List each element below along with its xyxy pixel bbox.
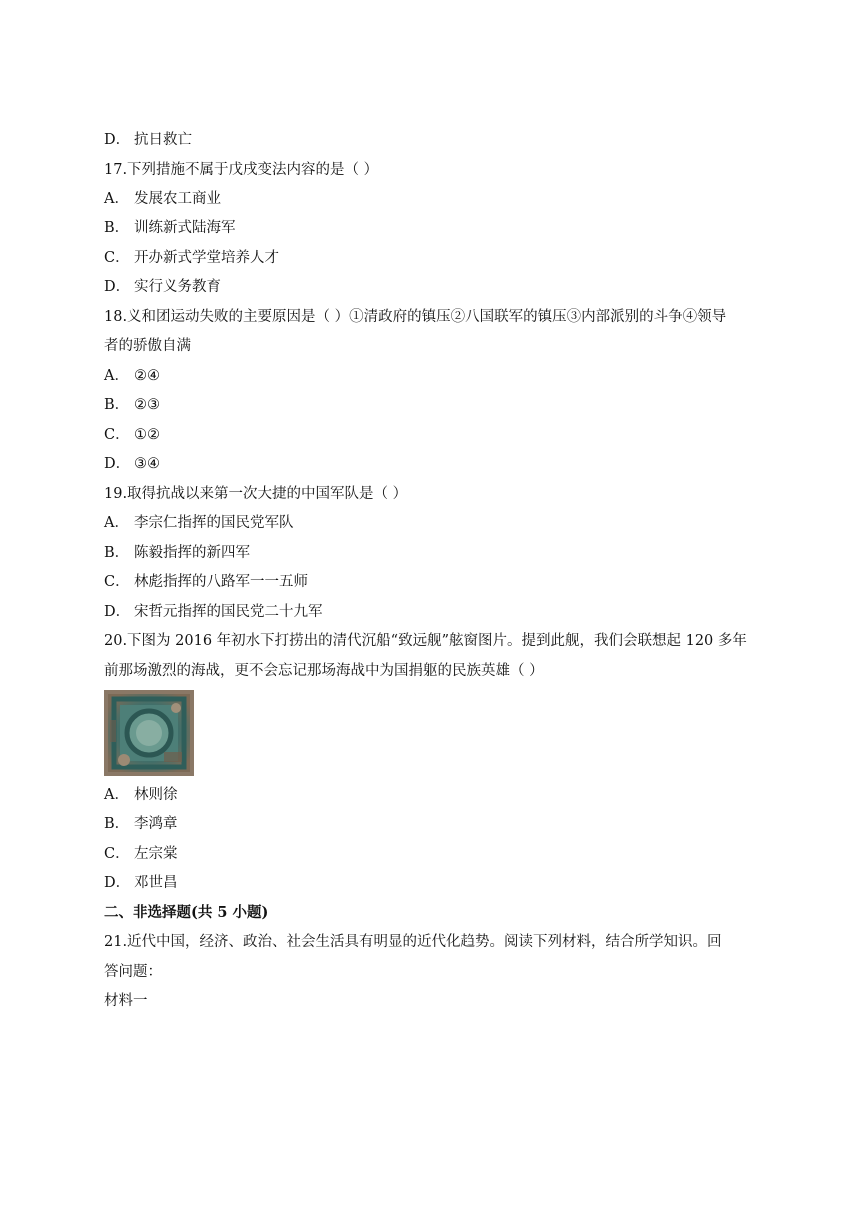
option-text: 李鸿章 <box>134 816 178 832</box>
option-letter: D． <box>104 875 131 891</box>
option-text: 抗日救亡 <box>134 132 192 148</box>
q18-stem-line1: 18.义和团运动失败的主要原因是（ ）①清政府的镇压②八国联军的镇压③内部派别的斗争④领导 <box>104 309 727 325</box>
section-heading: 二、非选择题(共 5 小题) <box>104 904 269 921</box>
option-letter: C． <box>104 846 130 862</box>
option-letter: D． <box>104 604 131 620</box>
option-text: 林则徐 <box>134 787 178 803</box>
option-text: 李宗仁指挥的国民党军队 <box>134 515 294 531</box>
q17-stem: 17.下列措施不属于戊戌变法内容的是（ ） <box>104 162 379 178</box>
option-letter: C． <box>104 250 130 266</box>
option-text: 宋哲元指挥的国民党二十九军 <box>134 604 323 620</box>
q21-stem-line1: 21.近代中国，经济、政治、社会生活具有明显的近代化趋势。阅读下列材料，结合所学知识。回 <box>104 934 722 950</box>
porthole-photo <box>104 690 194 776</box>
option-letter: C． <box>104 427 130 443</box>
q17-option-d <box>104 277 221 297</box>
option-text: 发展农工商业 <box>134 191 221 207</box>
option-letter: B． <box>104 816 130 832</box>
q21-material-label: 材料一 <box>104 993 148 1009</box>
q18-option-b <box>104 395 160 415</box>
option-letter: D． <box>104 132 131 148</box>
option-text: 实行义务教育 <box>134 279 221 295</box>
option-text: ①② <box>134 427 160 443</box>
option-letter: C． <box>104 574 130 590</box>
q17-option-c <box>104 248 279 268</box>
q19-option-d <box>104 602 323 622</box>
q20-option-d <box>104 873 178 893</box>
option-letter: D． <box>104 279 131 295</box>
option-text: ③④ <box>134 456 160 472</box>
option-text: 陈毅指挥的新四军 <box>134 545 250 561</box>
q20-option-c <box>104 844 178 864</box>
option-text: 邓世昌 <box>134 875 178 891</box>
q20-option-a <box>104 785 178 805</box>
q18-option-c <box>104 425 160 445</box>
q20-stem-line1: 20.下图为 2016 年初水下打捞出的清代沉船“致远舰”舷窗图片。提到此舰，我们会联想起 120 多年 <box>104 633 747 649</box>
q18-stem-line2: 者的骄傲自满 <box>104 338 191 354</box>
option-letter: D． <box>104 456 131 472</box>
option-letter: A． <box>104 515 129 531</box>
q19-option-c <box>104 572 308 592</box>
option-letter: B． <box>104 220 130 236</box>
option-letter: B． <box>104 397 130 413</box>
q21-stem-line2: 答问题： <box>104 964 162 980</box>
q18-option-a <box>104 366 160 386</box>
option-text: ②③ <box>134 397 160 413</box>
option-text: 开办新式学堂培养人才 <box>134 250 279 266</box>
q17-option-b <box>104 218 236 238</box>
q18-option-d <box>104 454 160 474</box>
option-letter: A． <box>104 191 129 207</box>
q19-option-b <box>104 543 250 563</box>
q20-stem-line2: 前那场激烈的海战，更不会忘记那场海战中为国捐躯的民族英雄（ ） <box>104 663 544 679</box>
option-text: 左宗棠 <box>134 846 178 862</box>
q19-stem: 19.取得抗战以来第一次大捷的中国军队是（ ） <box>104 486 408 502</box>
option-letter: A． <box>104 368 129 384</box>
option-letter: B． <box>104 545 130 561</box>
q17-option-a <box>104 189 221 209</box>
q20-option-b <box>104 814 178 834</box>
option-letter: A． <box>104 787 129 803</box>
option-text: ②④ <box>134 368 160 384</box>
option-text: 林彪指挥的八路军一一五师 <box>134 574 308 590</box>
q16-option-d <box>104 130 192 150</box>
q19-option-a <box>104 513 294 533</box>
option-text: 训练新式陆海军 <box>134 220 236 236</box>
